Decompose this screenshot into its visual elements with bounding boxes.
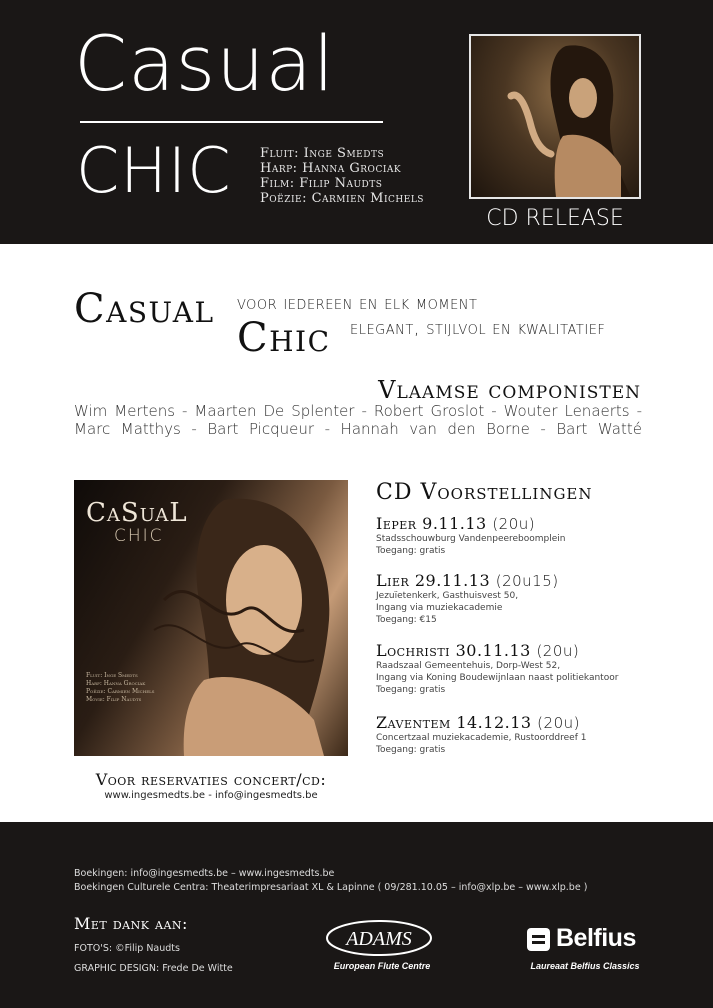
cover-credits: [86, 672, 155, 704]
performer-credits: [260, 146, 424, 206]
bookings-info: [74, 867, 587, 895]
show-lier: [376, 571, 646, 626]
show-time: (20u): [537, 714, 580, 732]
show-admission: Toegang: €15: [376, 615, 437, 625]
show-place-date: Ieper 9.11.13: [376, 514, 487, 533]
credit-flute: Fluit: Inge Smedts: [260, 146, 385, 161]
tagline-elegant: elegant, stijlvol en kwalitatief: [350, 318, 606, 339]
adams-logo-mark: [325, 918, 437, 958]
cover-title-chic: CHIC: [114, 526, 164, 546]
show-venue: Raadszaal Gemeentehuis, Dorp-West 52,: [376, 661, 561, 671]
adams-caption: European Flute Centre: [333, 961, 431, 971]
show-admission: Toegang: gratis: [376, 546, 446, 556]
show-place-date: Lier 29.11.13: [376, 571, 491, 590]
show-entrance: Ingang via muziekacademie: [376, 603, 503, 613]
photo-credit: FOTO'S: ©Filip Naudts: [74, 943, 180, 954]
poster-title-casual: Casual: [74, 19, 336, 108]
composers-heading: Vlaamse componisten: [378, 376, 641, 404]
show-venue: Stadsschouwburg Vandenpeereboomplein: [376, 534, 566, 544]
show-entrance: Ingang via Koning Boudewijnlaan naast politiekantoor: [376, 673, 619, 683]
credit-film: Film: Filip Naudts: [260, 176, 383, 191]
show-zaventem: [376, 713, 646, 756]
title-divider: [80, 121, 383, 123]
shows-heading: CD Voorstellingen: [376, 480, 593, 505]
show-time: (20u): [536, 642, 580, 660]
composers-line-1: Wim Mertens - Maarten De Splenter - Robert Groslot - Wouter Lenaerts -: [74, 402, 642, 420]
show-venue: Concertzaal muziekacademie, Rustoorddreef 1: [376, 733, 587, 743]
adams-logo-text: ADAMS: [346, 928, 412, 950]
reservations-contact[interactable]: www.ingesmedts.be - info@ingesmedts.be: [104, 790, 318, 801]
cover-credit: Movie: Filip Naudts: [86, 696, 142, 703]
adams-logo: [325, 918, 437, 958]
reservations-heading: Voor reservaties concert/cd:: [95, 770, 327, 789]
show-venue: Jezuïetenkerk, Gasthuisvest 50,: [376, 591, 519, 601]
design-credit: GRAPHIC DESIGN: Frede De Witte: [74, 963, 233, 974]
bookings-line-1[interactable]: Boekingen: info@ingesmedts.be – www.ingesmedts.be: [74, 868, 335, 879]
poster-title-chic: CHIC: [76, 134, 232, 207]
belfius-caption: Laureaat Belfius Classics: [530, 961, 640, 971]
credit-harp: Harp: Hanna Grociak: [260, 161, 402, 176]
show-lochristi: [376, 641, 646, 696]
cd-release-label: CD RELEASE: [486, 206, 624, 231]
show-admission: Toegang: gratis: [376, 745, 446, 755]
belfius-logo: Belfius: [556, 924, 636, 952]
credit-poetry: Poëzie: Carmien Michels: [260, 191, 424, 206]
show-time: (20u15): [495, 572, 559, 590]
tagline-everyone: voor iedereen en elk moment: [237, 293, 478, 314]
composers-line-2: Marc Matthys - Bart Picqueur - Hannah van den Borne - Bart Watté: [74, 420, 642, 438]
show-admission: Toegang: gratis: [376, 685, 446, 695]
belfius-icon: [527, 928, 550, 951]
intro-casual: Casual: [74, 286, 215, 332]
thanks-heading: Met dank aan:: [74, 914, 188, 933]
album-cover: [74, 480, 348, 756]
cover-credit: Poëzie: Carmien Michels: [86, 688, 155, 695]
show-place-date: Lochristi 30.11.13: [376, 641, 531, 660]
portrait-photo: [469, 34, 641, 199]
cover-credit: Fluit: Inge Smedts: [86, 672, 138, 679]
show-ieper: [376, 514, 646, 557]
cover-credit: Harp: Hanna Grociak: [86, 680, 146, 687]
cover-title-casual: CaSuaL: [86, 498, 188, 528]
show-place-date: Zaventem 14.12.13: [376, 713, 532, 732]
portrait-illustration: [471, 36, 639, 197]
show-time: (20u): [492, 515, 536, 533]
intro-chic: Chic: [237, 315, 331, 361]
bookings-line-2[interactable]: Boekingen Culturele Centra: Theaterimpresariaat XL & Lapinne ( 09/281.10.05 – info@xlp.be – www.xlp.be ): [74, 882, 588, 893]
